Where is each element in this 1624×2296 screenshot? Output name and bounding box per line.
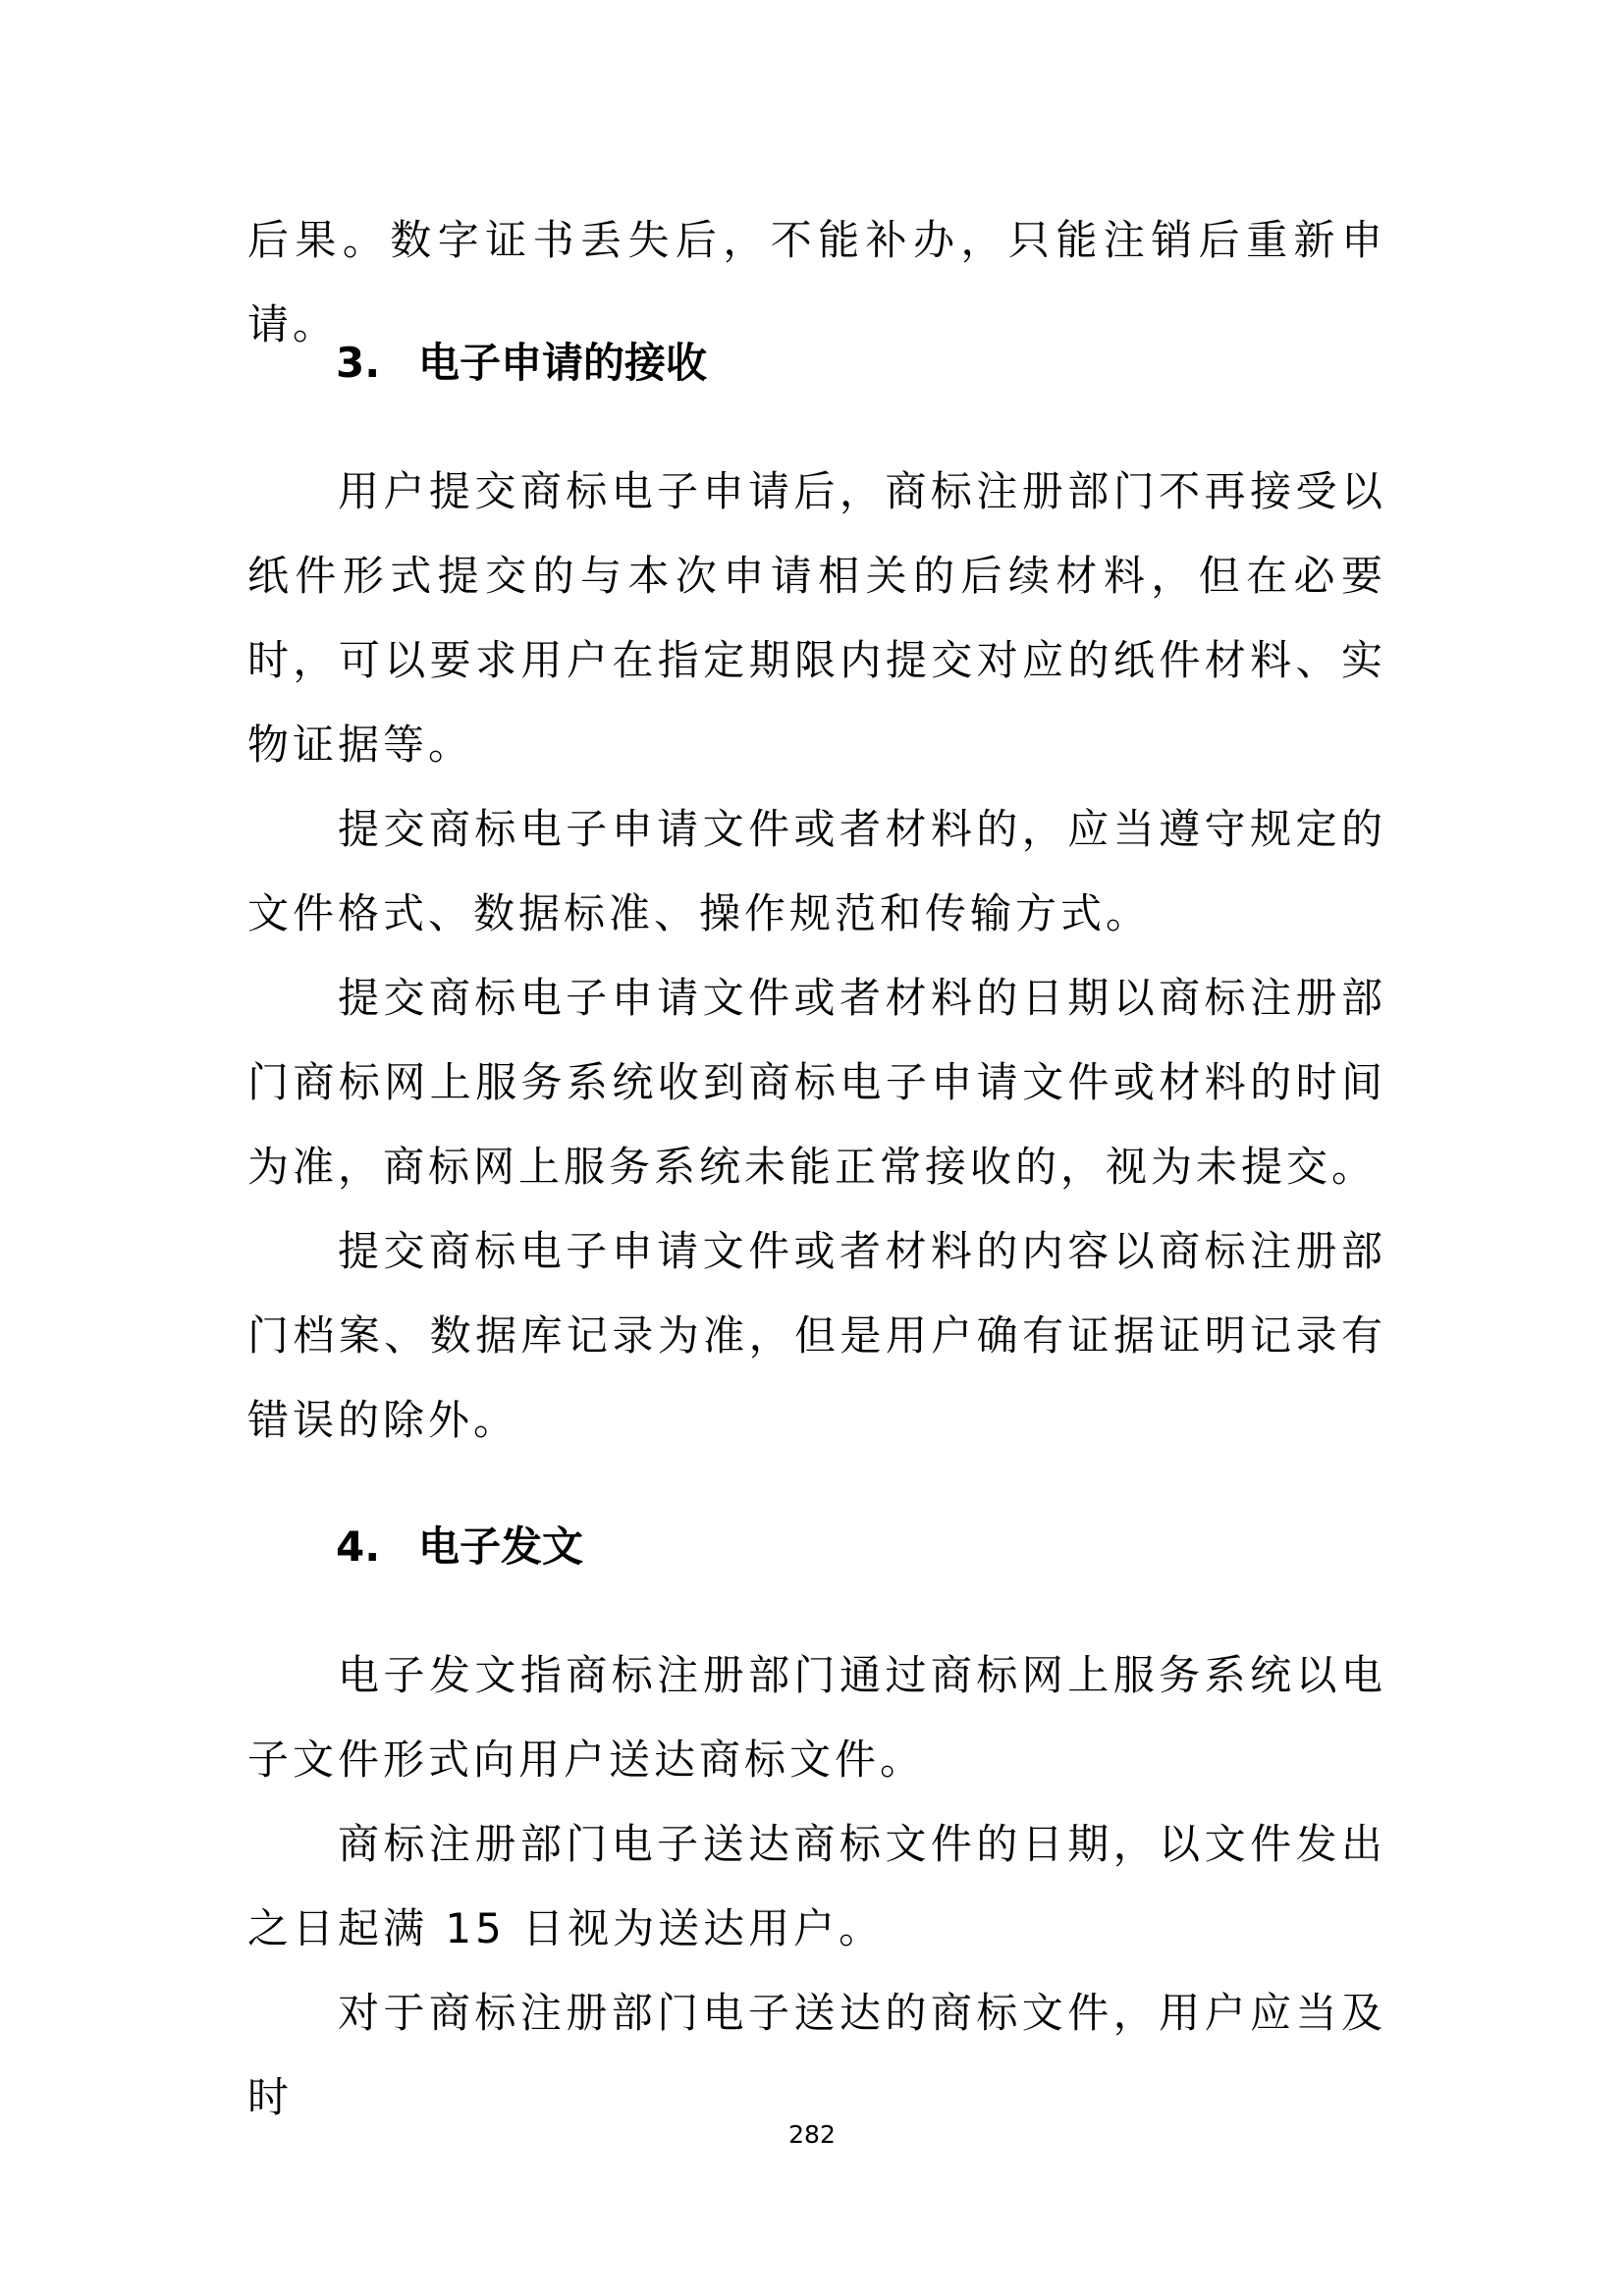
section-3-title: 电子申请的接收 [418,339,708,387]
section-3-number: 3. [336,339,381,387]
section-4-number: 4. [336,1522,381,1571]
section-4-paragraph-1: 电子发文指商标注册部门通过商标网上服务系统以电子文件形式向用户送达商标文件。 [247,1651,1386,1784]
section-4-paragraph-3: 对于商标注册部门电子送达的商标文件，用户应当及时 [247,1989,1386,2121]
section-3-paragraph-4: 提交商标电子申请文件或者材料的内容以商标注册部门档案、数据库记录为准，但是用户确有证据证明记录有错误的除外。 [247,1227,1386,1444]
section-4-heading [336,1518,583,1576]
section-4-paragraph-2: 商标注册部门电子送达商标文件的日期，以文件发出之日起满 15 日视为送达用户。 [247,1820,1386,1952]
section-3-paragraph-1: 用户提交商标电子申请后，商标注册部门不再接受以纸件形式提交的与本次申请相关的后续材料，但在必要时，可以要求用户在指定期限内提交对应的纸件材料、实物证据等。 [247,467,1386,769]
section-4-title: 电子发文 [418,1522,584,1571]
continuation-paragraph: 后果。数字证书丢失后，不能补办，只能注销后重新申请。 [247,216,1386,348]
section-3-paragraph-3: 提交商标电子申请文件或者材料的日期以商标注册部门商标网上服务系统收到商标电子申请文件或材料的时间为准，商标网上服务系统未能正常接收的，视为未提交。 [247,974,1386,1191]
page-number: 282 [788,2120,836,2149]
section-3-paragraph-2: 提交商标电子申请文件或者材料的，应当遵守规定的文件格式、数据标准、操作规范和传输方式。 [247,805,1386,937]
section-3-heading [336,334,707,393]
